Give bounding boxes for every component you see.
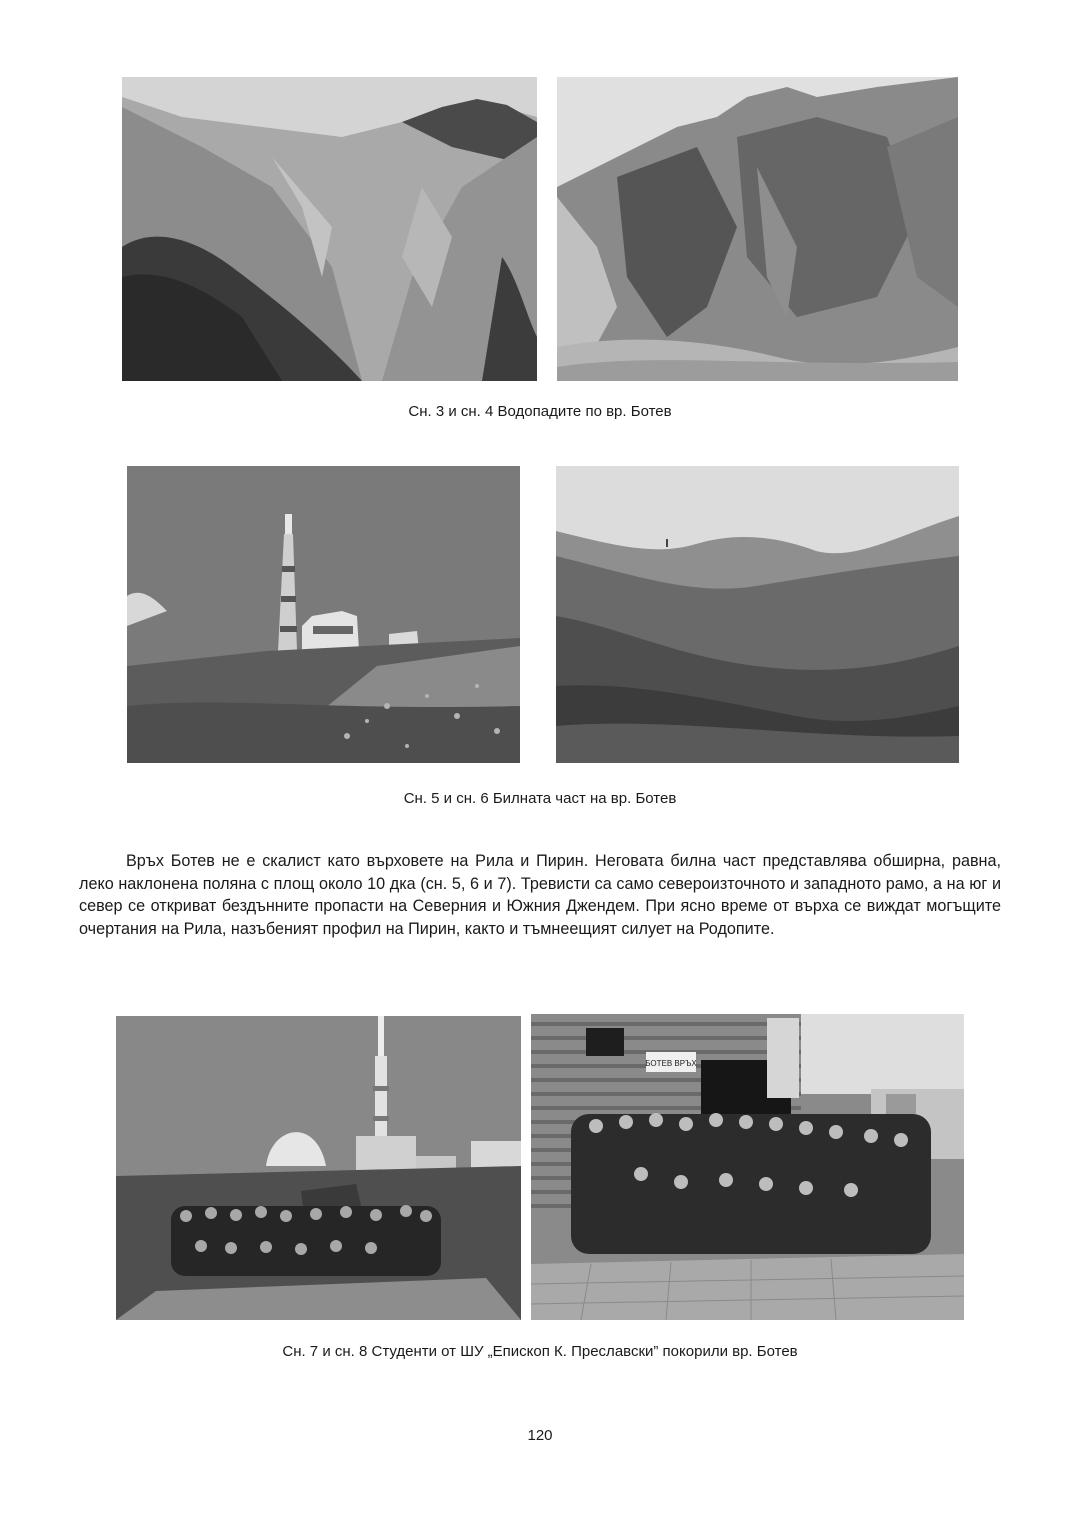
caption-figures-3-4: Сн. 3 и сн. 4 Водопадите по вр. Ботев <box>408 403 672 420</box>
caption-figures-5-6: Сн. 5 и сн. 6 Билната част на вр. Ботев <box>403 790 677 807</box>
photo-3-waterfalls <box>122 77 537 381</box>
hut-sign: БОТЕВ ВРЪХ <box>645 1059 697 1068</box>
paragraph-text: Връх Ботев не е скалист като върховете на Рила и Пирин. Неговата билна част представлява обширна, равна, леко наклонена поляна с площ около 10 дка (сн. 5, 6 и 7). Тревисти са само североизточното и западното рамо, а на юг и север се откриват бездънните пропасти на Северния и Южния Джендем. При ясно време от върха се виждат могъщите очертания на Рила, назъбеният профил на Пирин, както и тъмнеещият силует на Родопите. <box>79 852 1001 938</box>
photo-7-group-summit <box>116 1016 521 1320</box>
photo-5-summit-tower <box>127 466 520 763</box>
page-number: 120 <box>527 1427 553 1444</box>
photo-4-ravine <box>557 77 958 381</box>
photo-8-group-hut <box>531 1014 964 1320</box>
photo-6-ridge <box>556 466 959 763</box>
body-paragraph <box>79 850 1001 940</box>
caption-figures-7-8: Сн. 7 и сн. 8 Студенти от ШУ „Епископ К. Преславски” покорили вр. Ботев <box>282 1343 798 1360</box>
